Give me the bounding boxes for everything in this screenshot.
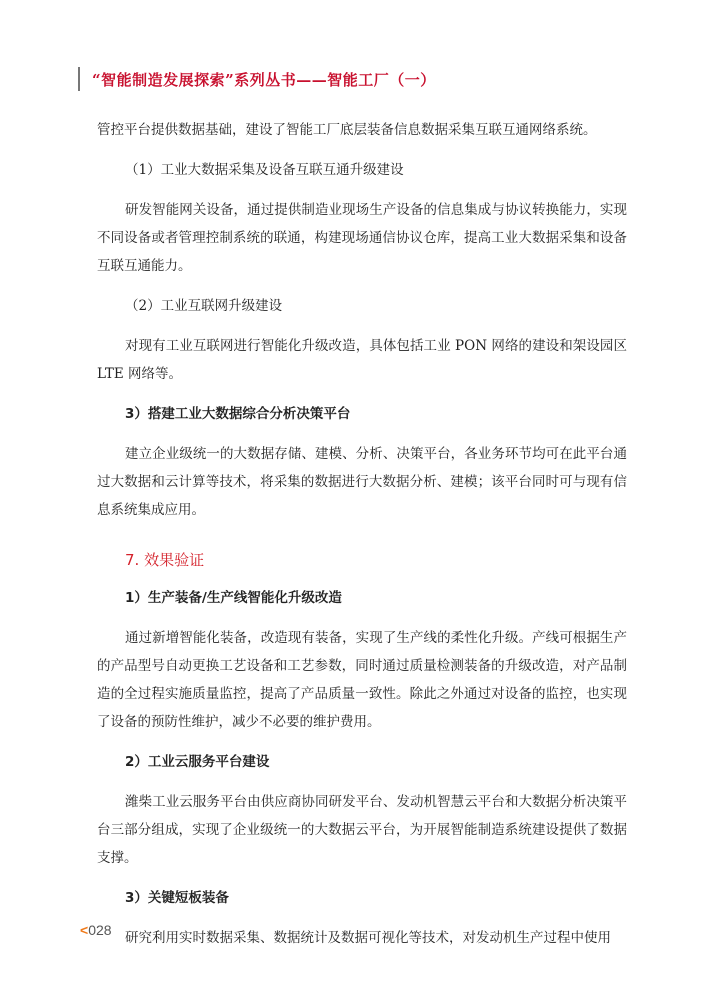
header-title: “智能制造发展探索”系列丛书——智能工厂（一） xyxy=(92,70,436,89)
page-footer xyxy=(80,922,112,938)
paragraph: 研究利用实时数据采集、数据统计及数据可视化等技术，对发动机生产过程中使用 xyxy=(125,930,611,946)
bold-heading: 2）工业云服务平台建设 xyxy=(125,754,270,770)
paragraph: 建立企业级统一的大数据存储、建模、分析、决策平台，各业务环节均可在此平台通过大数据和云计算等技术，将采集的数据进行大数据分析、建模；该平台同时可与现有信息系统集成应用。 xyxy=(97,446,627,518)
paragraph: 研发智能网关设备，通过提供制造业现场生产设备的信息集成与协议转换能力，实现不同设备或者管理控制系统的联通，构建现场通信协议仓库，提高工业大数据采集和设备互联互通能力。 xyxy=(97,202,627,274)
chevron-left-icon: < xyxy=(80,922,89,938)
paragraph: 管控平台提供数据基础，建设了智能工厂底层装备信息数据采集互联互通网络系统。 xyxy=(97,122,597,138)
header-divider xyxy=(78,67,80,91)
page-number: 028 xyxy=(88,922,112,938)
paragraph: 通过新增智能化装备，改造现有装备，实现了生产线的柔性化升级。产线可根据生产的产品型号自动更换工艺设备和工艺参数，同时通过质量检测装备的升级改造，对产品制造的全过程实施质量监控，提高了产品质量一致性。除此之外通过对设备的监控，也实现了设备的预防性维护，减少不必要的维护费用。 xyxy=(97,630,627,730)
section-heading: 7. 效果验证 xyxy=(125,551,205,569)
bold-heading: 3）关键短板装备 xyxy=(125,890,229,906)
paragraph: 对现有工业互联网进行智能化升级改造，具体包括工业 PON 网络的建设和架设园区 LTE 网络等。 xyxy=(97,338,627,382)
bold-heading: 1）生产装备/生产线智能化升级改造 xyxy=(125,590,342,606)
running-header xyxy=(78,66,436,92)
subheading: （1）工业大数据采集及设备互联互通升级建设 xyxy=(125,162,404,178)
subheading: （2）工业互联网升级建设 xyxy=(125,298,283,314)
page-body xyxy=(97,116,627,964)
paragraph: 潍柴工业云服务平台由供应商协同研发平台、发动机智慧云平台和大数据分析决策平台三部分组成，实现了企业级统一的大数据云平台，为开展智能制造系统建设提供了数据支撑。 xyxy=(97,794,627,866)
bold-heading: 3）搭建工业大数据综合分析决策平台 xyxy=(125,406,351,422)
